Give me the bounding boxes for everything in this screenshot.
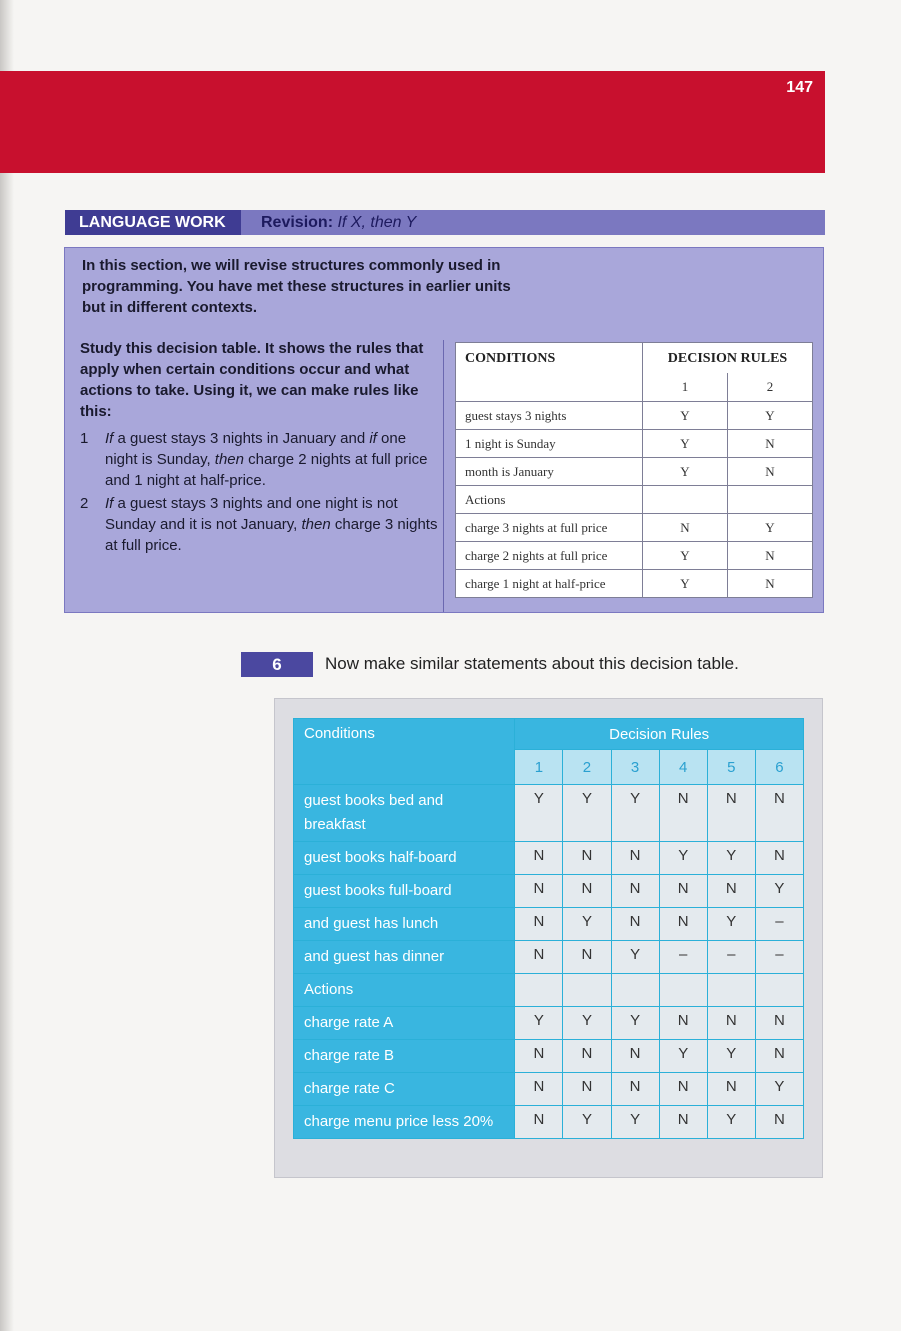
table-row bbox=[294, 1073, 804, 1106]
table-cell bbox=[659, 974, 707, 1007]
table-cell bbox=[707, 974, 755, 1007]
rule-item bbox=[80, 493, 440, 556]
table-cell: Y bbox=[563, 1007, 611, 1040]
section-title-italic: If X, then Y bbox=[337, 213, 417, 231]
rule-keyword: then bbox=[301, 516, 331, 533]
rule-item bbox=[80, 428, 440, 491]
table-cell: Y bbox=[728, 514, 813, 542]
table-cell: N bbox=[755, 785, 803, 842]
table-cell: N bbox=[515, 842, 563, 875]
section-title bbox=[261, 214, 416, 232]
row-label: charge menu price less 20% bbox=[294, 1106, 515, 1139]
row-label: charge 3 nights at full price bbox=[456, 514, 643, 542]
table-cell: Y bbox=[659, 842, 707, 875]
table-cell: N bbox=[515, 1106, 563, 1139]
row-label: guest books bed and breakfast bbox=[294, 785, 515, 842]
table-cell bbox=[755, 974, 803, 1007]
intro-text: In this section, we will revise structures commonly used in programming. You have met these structures in earlier units but in different contexts. bbox=[82, 257, 511, 316]
rule-text-segment: a guest stays 3 nights in January and bbox=[113, 430, 370, 447]
page-edge-shadow bbox=[0, 0, 14, 1331]
table-cell: N bbox=[611, 875, 659, 908]
table-row bbox=[294, 1040, 804, 1073]
table-cell: N bbox=[755, 842, 803, 875]
table-cell: Y bbox=[515, 785, 563, 842]
table-cell: N bbox=[563, 941, 611, 974]
divider bbox=[443, 340, 444, 612]
table-cell bbox=[643, 486, 728, 514]
table-cell: N bbox=[659, 908, 707, 941]
study-text: Study this decision table. It shows the rules that apply when certain conditions occur and what actions to take. Using it, we can make rules like this: bbox=[80, 340, 424, 420]
table-cell: N bbox=[563, 842, 611, 875]
row-label: charge rate B bbox=[294, 1040, 515, 1073]
table-cell: – bbox=[659, 941, 707, 974]
table-row bbox=[456, 570, 813, 598]
row-label: and guest has dinner bbox=[294, 941, 515, 974]
table-row bbox=[456, 430, 813, 458]
rule-number: 5 bbox=[707, 750, 755, 785]
row-label: Actions bbox=[294, 974, 515, 1007]
table-cell: N bbox=[707, 785, 755, 842]
rule-item-text bbox=[105, 493, 440, 556]
table-cell: Y bbox=[611, 785, 659, 842]
table-cell: Y bbox=[563, 908, 611, 941]
conditions-header: CONDITIONS bbox=[456, 343, 643, 402]
section-title-bold: Revision: bbox=[261, 213, 334, 231]
row-label: guest books full-board bbox=[294, 875, 515, 908]
table-cell: Y bbox=[611, 1106, 659, 1139]
table-cell: Y bbox=[643, 542, 728, 570]
table-cell: Y bbox=[707, 1040, 755, 1073]
rule-item-number: 2 bbox=[80, 495, 89, 512]
rule-text-segment: charge 3 nights at full price. bbox=[105, 516, 438, 554]
table-cell: Y bbox=[643, 458, 728, 486]
table-cell: Y bbox=[707, 908, 755, 941]
rules-list bbox=[80, 428, 440, 558]
row-label: 1 night is Sunday bbox=[456, 430, 643, 458]
table-row bbox=[294, 875, 804, 908]
rule-number: 4 bbox=[659, 750, 707, 785]
table-cell: N bbox=[707, 1007, 755, 1040]
page-number: 147 bbox=[786, 79, 813, 96]
table-row bbox=[456, 458, 813, 486]
table-cell: N bbox=[755, 1106, 803, 1139]
table-cell: Y bbox=[728, 402, 813, 430]
table-row bbox=[294, 842, 804, 875]
table-cell: – bbox=[707, 941, 755, 974]
table-cell: N bbox=[707, 1073, 755, 1106]
table-cell: N bbox=[611, 908, 659, 941]
table-row bbox=[294, 941, 804, 974]
row-label: charge rate A bbox=[294, 1007, 515, 1040]
rule-keyword: If bbox=[105, 430, 114, 447]
table-cell: Y bbox=[755, 875, 803, 908]
row-label: charge rate C bbox=[294, 1073, 515, 1106]
rule-number: 1 bbox=[643, 373, 728, 401]
header-bar bbox=[0, 71, 825, 173]
table-cell: N bbox=[659, 1007, 707, 1040]
rule-text-segment: charge 2 nights at full price and 1 night at half-price. bbox=[105, 451, 428, 489]
table-row bbox=[294, 974, 804, 1007]
rule-item-text bbox=[105, 428, 440, 491]
table-cell: Y bbox=[611, 1007, 659, 1040]
decision-rules-header: Decision Rules bbox=[515, 719, 804, 750]
table-cell: Y bbox=[643, 402, 728, 430]
rule-keyword: If bbox=[105, 495, 114, 512]
table-cell: Y bbox=[643, 430, 728, 458]
table-cell: N bbox=[563, 1073, 611, 1106]
decision-table-example bbox=[455, 342, 813, 598]
table-cell: N bbox=[515, 1073, 563, 1106]
row-label: charge 1 night at half-price bbox=[456, 570, 643, 598]
table-cell: Y bbox=[563, 1106, 611, 1139]
rule-number: 1 bbox=[515, 750, 563, 785]
table-cell bbox=[728, 486, 813, 514]
table-cell: Y bbox=[707, 842, 755, 875]
rule-text-segment: one night is Sunday, bbox=[105, 430, 407, 468]
table-cell: N bbox=[755, 1007, 803, 1040]
table-cell: N bbox=[611, 1073, 659, 1106]
rule-number: 2 bbox=[563, 750, 611, 785]
table-cell bbox=[611, 974, 659, 1007]
table-cell bbox=[515, 974, 563, 1007]
table-row bbox=[456, 542, 813, 570]
table-row bbox=[456, 402, 813, 430]
row-label: guest stays 3 nights bbox=[456, 402, 643, 430]
table-row bbox=[294, 1106, 804, 1139]
table-row bbox=[294, 1007, 804, 1040]
table-cell: N bbox=[728, 542, 813, 570]
table-cell: Y bbox=[515, 1007, 563, 1040]
revision-box bbox=[64, 247, 824, 613]
table-cell: Y bbox=[611, 941, 659, 974]
decision-rules-header: DECISION RULES bbox=[643, 343, 813, 374]
row-label: Actions bbox=[456, 486, 643, 514]
table-cell: N bbox=[515, 908, 563, 941]
table-cell: Y bbox=[755, 1073, 803, 1106]
table-cell: N bbox=[563, 1040, 611, 1073]
conditions-header: Conditions bbox=[294, 719, 515, 785]
table-cell: N bbox=[728, 458, 813, 486]
table-cell: N bbox=[515, 1040, 563, 1073]
table-cell: Y bbox=[707, 1106, 755, 1139]
rule-keyword: then bbox=[214, 451, 244, 468]
table-cell: Y bbox=[643, 570, 728, 598]
table-cell: Y bbox=[563, 785, 611, 842]
row-label: charge 2 nights at full price bbox=[456, 542, 643, 570]
row-label: month is January bbox=[456, 458, 643, 486]
rule-text-segment: a guest stays 3 nights and one night is not Sunday and it is not January, bbox=[105, 495, 398, 533]
table-cell: N bbox=[611, 1040, 659, 1073]
rule-keyword: if bbox=[369, 430, 377, 447]
row-label: guest books half-board bbox=[294, 842, 515, 875]
table-cell: N bbox=[707, 875, 755, 908]
table-cell: N bbox=[728, 570, 813, 598]
table-cell: N bbox=[611, 842, 659, 875]
table-row bbox=[456, 486, 813, 514]
table-cell: N bbox=[515, 875, 563, 908]
table-cell: N bbox=[728, 430, 813, 458]
table-cell: N bbox=[659, 1106, 707, 1139]
table-cell: N bbox=[755, 1040, 803, 1073]
exercise-number: 6 bbox=[241, 652, 313, 677]
exercise-instruction: Now make similar statements about this decision table. bbox=[325, 654, 739, 673]
table-row bbox=[294, 785, 804, 842]
decision-table-exercise bbox=[293, 718, 804, 1139]
rule-number: 6 bbox=[755, 750, 803, 785]
table-cell: N bbox=[659, 785, 707, 842]
table-cell bbox=[563, 974, 611, 1007]
table-cell: N bbox=[515, 941, 563, 974]
table-cell: N bbox=[659, 875, 707, 908]
row-label: and guest has lunch bbox=[294, 908, 515, 941]
section-label: LANGUAGE WORK bbox=[65, 210, 241, 235]
table-cell: N bbox=[643, 514, 728, 542]
table-row bbox=[456, 514, 813, 542]
section-heading-bar bbox=[65, 210, 825, 235]
rule-number: 3 bbox=[611, 750, 659, 785]
rule-number: 2 bbox=[728, 373, 813, 401]
table-cell: – bbox=[755, 941, 803, 974]
table-cell: N bbox=[563, 875, 611, 908]
table-cell: N bbox=[659, 1073, 707, 1106]
table-cell: Y bbox=[659, 1040, 707, 1073]
table-cell: – bbox=[755, 908, 803, 941]
table-row bbox=[294, 908, 804, 941]
rule-item-number: 1 bbox=[80, 430, 89, 447]
